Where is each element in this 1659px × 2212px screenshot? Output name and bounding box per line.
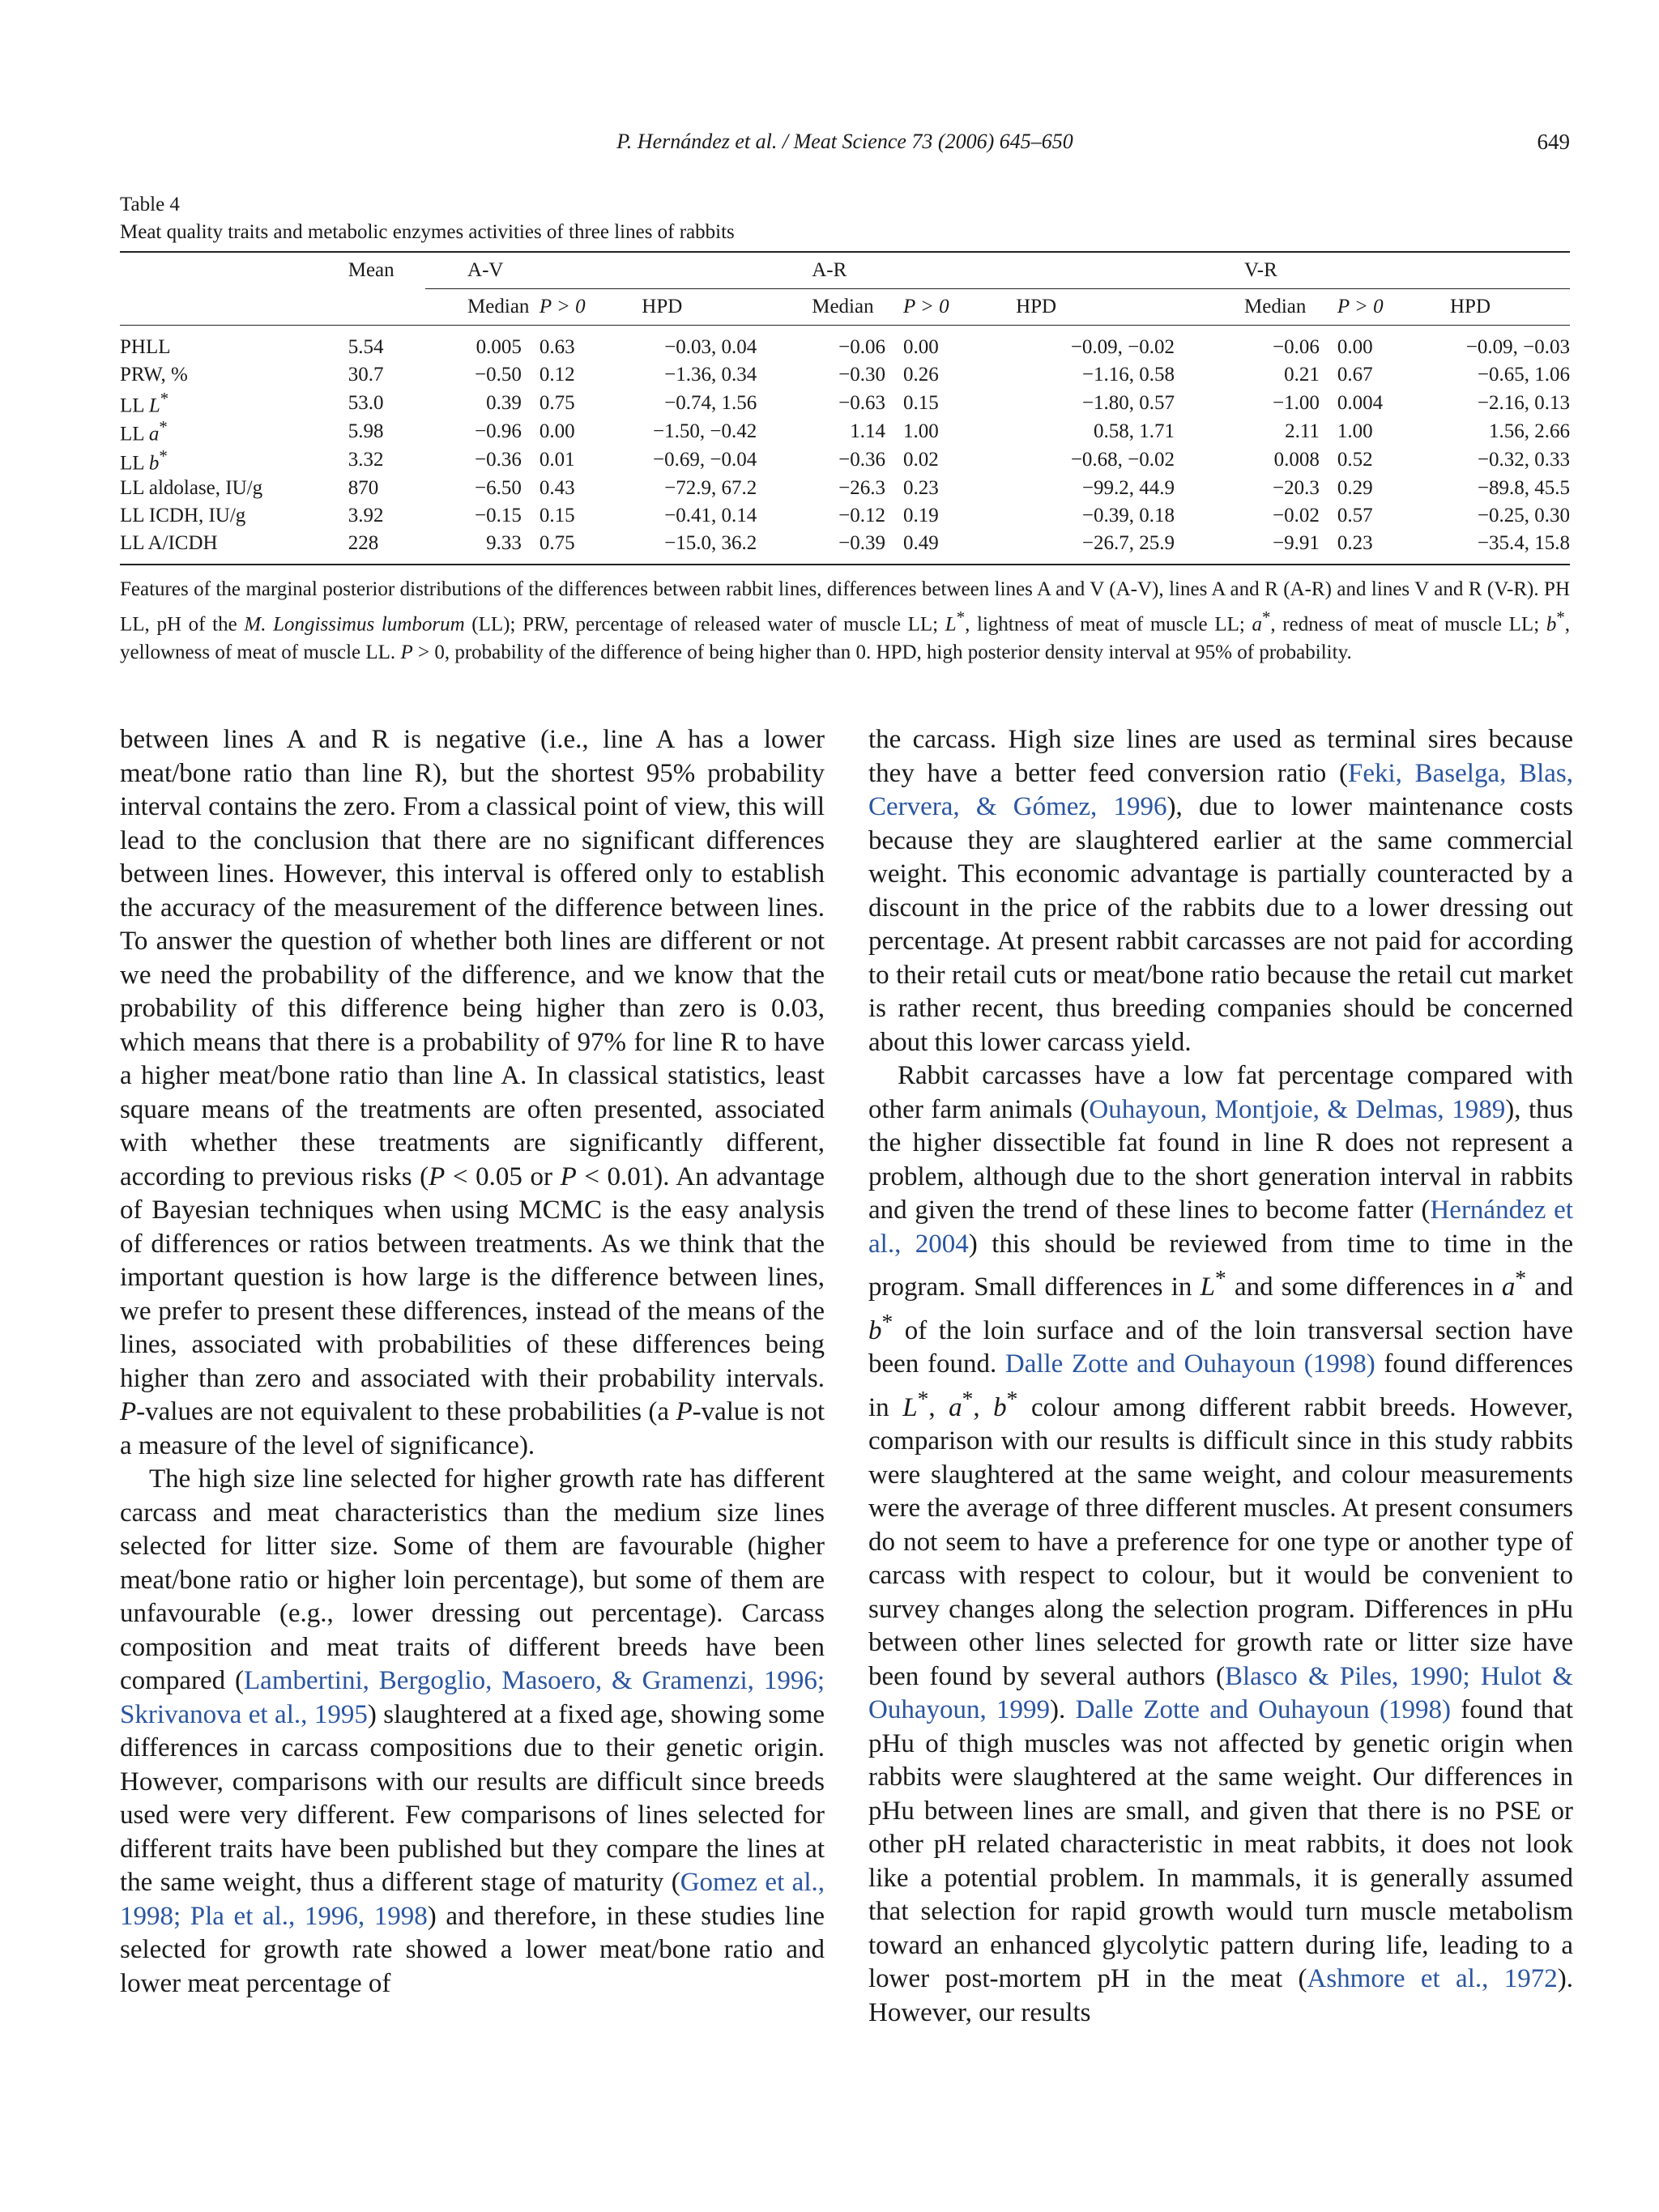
left-column xyxy=(120,723,825,2001)
p-cell: 0.01 xyxy=(539,449,575,471)
hpd-cell: −0.09, −0.03 xyxy=(1465,336,1570,358)
table-row xyxy=(120,361,1570,389)
median-cell: −6.50 xyxy=(475,476,522,499)
header-p: P > 0 xyxy=(539,289,632,326)
median-cell: −0.30 xyxy=(838,364,885,386)
hpd-cell: −0.32, 0.33 xyxy=(1477,449,1570,471)
median-cell: −0.12 xyxy=(838,504,885,526)
hpd-cell: −35.4, 15.8 xyxy=(1440,530,1570,565)
p-cell: 0.12 xyxy=(539,364,575,386)
citation-link[interactable]: Feki, Baselga, Blas, Cervera, & Gómez, 1996 xyxy=(868,758,1573,821)
table-row xyxy=(120,475,1570,502)
mean-cell: 30.7 xyxy=(348,364,384,386)
median-cell: −9.91 xyxy=(1209,530,1337,565)
header-median: Median xyxy=(776,289,903,326)
median-cell: −0.06 xyxy=(838,336,885,358)
p-cell: 0.23 xyxy=(902,476,939,499)
p-cell: 0.63 xyxy=(539,336,575,358)
hpd-cell: −1.36, 0.34 xyxy=(664,364,757,386)
p-cell: 0.02 xyxy=(902,449,939,471)
median-cell: 2.11 xyxy=(1285,420,1320,442)
header-hpd: HPD xyxy=(1440,289,1570,326)
citation-link[interactable]: Dalle Zotte and Ouhayoun (1998) xyxy=(1075,1695,1451,1724)
median-cell: −0.63 xyxy=(838,391,885,414)
hpd-cell: −99.2, 44.9 xyxy=(1081,476,1175,499)
p-cell: 0.57 xyxy=(1337,504,1373,526)
paragraph: between lines A and R is negative (i.e., line A has a lower meat/bone ratio than line R), but the shortest 95% probability interval contains the zero. From a classical point of view, this will lead to the conclusion that there are no significant differences between lines. However, this interval is offered only to establish the accuracy of the measurement of the difference between lines. To answer the question of whether both lines are different or not we need the probability of the difference, and we know that the probability of this difference being higher than zero is 0.03, which means that there is a probability of 97% for line R to have a higher meat/bone ratio than line A. In classical statistics, least square means of the treatments are often presented, associated with whether these treatments are significantly different, according to previous risks (P < 0.05 or P < 0.01). An advantage of Bayesian techniques when using MCMC is the easy analysis of differences or ratios between treatments. As we think that the important question is how large is the difference between lines, we prefer to present these differences, instead of the means of the lines, associated with probabilities of these differences being higher than zero and associated with their probability intervals. P-values are not equivalent to these probabilities (a P-value is not a measure of the level of significance). xyxy=(120,725,825,1460)
table-4 xyxy=(120,191,1570,667)
mean-cell: 5.54 xyxy=(348,336,384,358)
hpd-cell: −0.09, −0.02 xyxy=(1070,336,1175,358)
mean-cell: 3.92 xyxy=(348,504,384,526)
trait-cell: LL b* xyxy=(120,445,168,474)
citation-link[interactable]: Blasco & Piles, 1990; Hulot & Ouhayoun, 1999 xyxy=(868,1661,1573,1724)
hpd-cell: −26.7, 25.9 xyxy=(1006,530,1209,565)
header-hpd: HPD xyxy=(632,289,776,326)
median-cell: 1.14 xyxy=(850,420,885,442)
p-cell: 1.00 xyxy=(1337,420,1373,442)
table-header-row-2 xyxy=(120,289,1570,326)
hpd-cell: −1.80, 0.57 xyxy=(1081,391,1175,414)
trait-cell: PHLL xyxy=(120,336,171,358)
p-cell: 0.49 xyxy=(903,530,1006,565)
median-cell: 0.008 xyxy=(1273,449,1320,471)
paragraph: the carcass. High size lines are used as terminal sires because they have a better feed conversion ratio (Feki, Baselga, Blas, Cervera, & Gómez, 1996), due to lower maintenance costs because they are slaughtered earlier at the same commercial weight. This economic advantage is partially counteracted by a discount in the price of the rabbits due to a lower dressing out percentage. At present rabbit carcasses are not paid for according to their retail cuts or meat/bone ratio because the retail cut market is rather recent, thus breeding companies should be concerned about this lower carcass yield. xyxy=(868,725,1573,1057)
hpd-cell: −0.03, 0.04 xyxy=(664,336,757,358)
hpd-cell: −15.0, 36.2 xyxy=(632,530,776,565)
header-group-ar: A-R xyxy=(776,252,1209,289)
p-cell: 0.43 xyxy=(539,476,575,499)
hpd-cell: −0.69, −0.04 xyxy=(653,449,757,471)
header-hpd: HPD xyxy=(1006,289,1209,326)
p-cell: 0.00 xyxy=(539,420,575,442)
citation-link[interactable]: Dalle Zotte and Ouhayoun (1998) xyxy=(1004,1349,1375,1379)
p-cell: 0.23 xyxy=(1337,530,1440,565)
p-cell: 0.75 xyxy=(539,391,575,414)
table-title: Meat quality traits and metabolic enzymes activities of three lines of rabbits xyxy=(120,221,735,243)
table-footnote: Features of the marginal posterior distributions of the differences between rabbit lines, differences between lines A and V (A-V), lines A and R (A-R) and lines V and R (V-R). PH LL, pH of the M. Longissimus lumborum (LL); PRW, percentage of released water of muscle LL; L*, lightness of meat of muscle LL; a*, redness of meat of muscle LL; b*, yellowness of meat of muscle LL. P > 0, probability of the difference of being higher than 0. HPD, high posterior density interval at 95% of probability. xyxy=(120,578,1570,664)
hpd-cell: 1.56, 2.66 xyxy=(1489,420,1570,442)
hpd-cell: 0.58, 1.71 xyxy=(1094,420,1175,442)
hpd-cell: −0.39, 0.18 xyxy=(1081,504,1175,526)
table-row xyxy=(120,446,1570,475)
p-cell: 0.26 xyxy=(902,364,939,386)
median-cell: −20.3 xyxy=(1273,476,1320,499)
trait-cell: PRW, % xyxy=(120,364,188,386)
p-cell: 0.004 xyxy=(1337,391,1384,414)
table-header-row-1 xyxy=(120,252,1570,289)
citation-link[interactable]: Ashmore et al., 1972 xyxy=(1307,1964,1558,1993)
trait-cell: LL A/ICDH xyxy=(120,530,348,565)
median-cell: −0.15 xyxy=(475,504,522,526)
median-cell: −0.50 xyxy=(475,364,522,386)
p-cell: 0.29 xyxy=(1337,476,1373,499)
table-label: Table 4 xyxy=(120,194,180,215)
running-header xyxy=(120,130,1570,159)
hpd-cell: −1.50, −0.42 xyxy=(653,420,757,442)
citation-link[interactable]: Lambertini, Bergoglio, Masoero, & Gramenzi, 1996; Skrivanova et al., 1995 xyxy=(120,1666,825,1729)
right-column xyxy=(868,723,1573,2030)
journal-citation: P. Hernández et al. / Meat Science 73 (2006) 645–650 xyxy=(616,130,1073,153)
hpd-cell: −0.25, 0.30 xyxy=(1477,504,1570,526)
median-cell: −1.00 xyxy=(1273,391,1320,414)
median-cell: 0.39 xyxy=(486,391,522,414)
hpd-cell: −2.16, 0.13 xyxy=(1477,391,1570,414)
median-cell: −0.36 xyxy=(475,449,522,471)
mean-cell: 870 xyxy=(348,476,379,499)
page-number: 649 xyxy=(1537,130,1570,154)
table-row xyxy=(120,530,1570,565)
paragraph: The high size line selected for higher growth rate has different carcass and meat characteristics than the medium size lines selected for litter size. Some of them are favourable (higher meat/bone ratio or higher loin percentage), but some of them are unfavourable (e.g., lower dressing out percentage). Carcass composition and meat traits of different breeds have been compared (Lambertini, Bergoglio, Masoero, & Gramenzi, 1996; Skrivanova et al., 1995) slaughtered at a fixed age, showing some differences in carcass compositions due to their genetic origin. However, comparisons with our results are difficult since breeds used were very different. Few comparisons of lines selected for different traits have been published but they compare the lines at the same weight, thus a different stage of maturity (Gomez et al., 1998; Pla et al., 1996, 1998) and therefore, in these studies line selected for growth rate showed a lower meat/bone ratio and lower meat percentage of xyxy=(120,1464,825,1998)
table-row xyxy=(120,502,1570,530)
p-cell: 0.15 xyxy=(539,504,575,526)
mean-cell: 5.98 xyxy=(348,420,384,442)
header-p: P > 0 xyxy=(1337,289,1440,326)
hpd-cell: −1.16, 0.58 xyxy=(1081,364,1175,386)
trait-cell: LL L* xyxy=(120,389,169,417)
trait-cell: LL ICDH, IU/g xyxy=(120,504,246,526)
table-body xyxy=(120,326,1570,565)
p-cell: 0.75 xyxy=(539,530,632,565)
paragraph: Rabbit carcasses have a low fat percentage compared with other farm animals (Ouhayoun, Montjoie, & Delmas, 1989), thus the higher dissectible fat found in line R does not represent a problem, although due to the short generation interval in rabbits and given the trend of these lines to become fatter (Hernández et al., 2004) this should be reviewed from time to time in the program. Small differences in L* and some differences in a* and b* of the loin surface and of the loin transversal section have been found. Dalle Zotte and Ouhayoun (1998) found differences in L*, a*, b* colour among different rabbit breeds. However, comparison with our results is difficult since in this study rabbits were slaughtered at the same weight, and colour measurements were the average of three different muscles. At present consumers do not seem to have a preference for one type or another type of carcass with respect to colour, but it would be convenient to survey changes along the selection program. Differences in pHu between other lines selected for growth rate or litter size have been found by several authors (Blasco & Piles, 1990; Hulot & Ouhayoun, 1999). Dalle Zotte and Ouhayoun (1998) found that pHu of thigh muscles was not affected by genetic origin when rabbits were slaughtered at the same weight. Our differences in pHu between lines are small, and given that there is no PSE or other pH related characteristic in meat rabbits, it does not look like a potential problem. In mammals, it is generally assumed that selection for rapid growth would turn muscle metabolism toward an enhanced glycolytic pattern during life, leading to a lower post-mortem pH in the meat (Ashmore et al., 1972). However, our results xyxy=(868,1061,1574,2027)
results-table xyxy=(120,251,1570,565)
citation-link[interactable]: Gomez et al., 1998; Pla et al., 1996, 1998 xyxy=(120,1868,825,1931)
p-cell: 0.19 xyxy=(902,504,939,526)
p-cell: 0.00 xyxy=(902,336,939,358)
table-row xyxy=(120,417,1570,445)
median-cell: −0.39 xyxy=(776,530,903,565)
hpd-cell: −72.9, 67.2 xyxy=(664,476,757,499)
median-cell: 0.005 xyxy=(476,336,522,358)
header-median: Median xyxy=(1209,289,1337,326)
header-group-av: A-V xyxy=(425,252,776,289)
citation-link[interactable]: Ouhayoun, Montjoie, & Delmas, 1989 xyxy=(1089,1094,1506,1124)
hpd-cell: −0.41, 0.14 xyxy=(664,504,757,526)
median-cell: 9.33 xyxy=(425,530,539,565)
median-cell: −26.3 xyxy=(838,476,885,499)
header-p: P > 0 xyxy=(903,289,1006,326)
table-row xyxy=(120,389,1570,417)
median-cell: −0.36 xyxy=(838,449,885,471)
mean-cell: 228 xyxy=(348,530,425,565)
median-cell: −0.96 xyxy=(475,420,522,442)
header-mean: Mean xyxy=(348,252,425,289)
p-cell: 0.67 xyxy=(1337,364,1373,386)
hpd-cell: −0.65, 1.06 xyxy=(1477,364,1570,386)
trait-cell: LL aldolase, IU/g xyxy=(120,476,263,499)
hpd-cell: −0.68, −0.02 xyxy=(1070,449,1175,471)
p-cell: 0.52 xyxy=(1337,449,1373,471)
hpd-cell: −0.74, 1.56 xyxy=(664,391,757,414)
p-cell: 0.00 xyxy=(1337,336,1373,358)
p-cell: 1.00 xyxy=(902,420,939,442)
p-cell: 0.15 xyxy=(902,391,939,414)
citation-link[interactable]: Hernández et al., 2004 xyxy=(868,1196,1573,1259)
trait-cell: LL a* xyxy=(120,417,168,445)
median-cell: −0.02 xyxy=(1273,504,1320,526)
table-row xyxy=(120,326,1570,362)
median-cell: −0.06 xyxy=(1273,336,1320,358)
hpd-cell: −89.8, 45.5 xyxy=(1477,476,1570,499)
mean-cell: 3.32 xyxy=(348,449,384,471)
header-group-vr: V-R xyxy=(1209,252,1570,289)
median-cell: 0.21 xyxy=(1284,364,1320,386)
header-median: Median xyxy=(425,289,539,326)
mean-cell: 53.0 xyxy=(348,391,384,414)
